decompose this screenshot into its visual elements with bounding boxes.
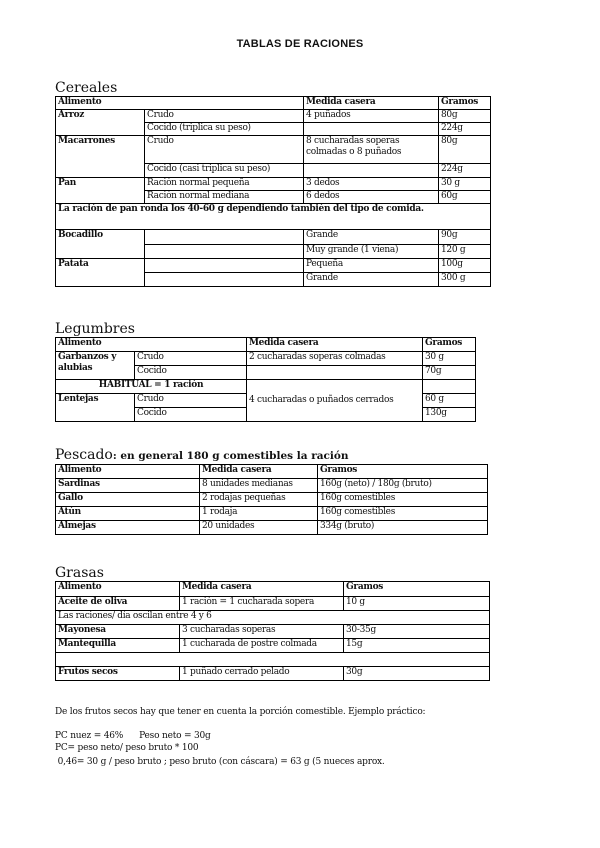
- cell: 2 rodajas pequeñas: [200, 493, 318, 507]
- cell: 4 puñados: [304, 110, 439, 123]
- cell: 70g: [423, 366, 476, 380]
- food-name: Frutos secos: [56, 667, 180, 681]
- cell: Pequeña: [304, 259, 439, 273]
- grasas-title: Grasas: [55, 565, 104, 581]
- header-gramos: Gramos: [318, 465, 488, 479]
- footer-line-2: PC nuez = 46% Peso neto = 30g: [55, 731, 211, 741]
- cell: 130g: [423, 408, 476, 422]
- header-gramos: Gramos: [423, 338, 476, 352]
- cell: 2 cucharadas soperas colmadas: [247, 352, 423, 366]
- header-medida: Medida casera: [200, 465, 318, 479]
- cell: [145, 230, 304, 245]
- cell: 6 dedos: [304, 191, 439, 204]
- cell: 1 rodaja: [200, 507, 318, 521]
- cell: 80g: [439, 136, 491, 164]
- cell: Ración normal pequeña: [145, 178, 304, 191]
- cell: 120 g: [439, 245, 491, 259]
- lentejas-medida: 4 cucharadas o puñados cerrados: [247, 380, 423, 422]
- cell: 80g: [439, 110, 491, 123]
- food-name: Sardinas: [56, 479, 200, 493]
- pan-note: La ración de pan ronda los 40-60 g dependiendo también del tipo de comida.: [56, 204, 491, 230]
- cell: 20 unidades: [200, 521, 318, 535]
- pescado-title-main: Pescado: [55, 447, 113, 463]
- cell: 15g: [344, 639, 490, 653]
- cell: 10 g: [344, 597, 490, 611]
- cell: [304, 123, 439, 136]
- food-name: Almejas: [56, 521, 200, 535]
- food-name: Arroz: [56, 110, 145, 136]
- cell: 30 g: [439, 178, 491, 191]
- header-medida: Medida casera: [247, 338, 423, 352]
- cell: 1 puñado cerrado pelado: [180, 667, 344, 681]
- header-alimento: Alimento: [56, 97, 304, 110]
- header-medida: Medida casera: [304, 97, 439, 110]
- cell: 3 dedos: [304, 178, 439, 191]
- food-name: Mantequilla: [56, 639, 180, 653]
- habitual-label: HABITUAL = 1 ración: [56, 380, 247, 394]
- header-alimento: Alimento: [56, 338, 247, 352]
- food-name: Mayonesa: [56, 625, 180, 639]
- cell: 224g: [439, 123, 491, 136]
- cell: 300 g: [439, 273, 491, 287]
- food-name: Atún: [56, 507, 200, 521]
- header-gramos: Gramos: [344, 582, 490, 597]
- cell: 160g comestibles: [318, 507, 488, 521]
- cell: Crudo: [135, 394, 247, 408]
- cell: Cocido: [135, 366, 247, 380]
- cell: 30g: [344, 667, 490, 681]
- cell: Crudo: [135, 352, 247, 366]
- footer-line-4: 0,46= 30 g / peso bruto ; peso bruto (con cáscara) = 63 g (5 nueces aprox.: [55, 757, 385, 767]
- food-name: Macarrones: [56, 136, 145, 178]
- cell: 224g: [439, 164, 491, 178]
- food-name: Pan: [56, 178, 145, 204]
- header-alimento: Alimento: [56, 465, 200, 479]
- cell: Cocido (triplica su peso): [145, 123, 304, 136]
- cell: Cocido (casi triplica su peso): [145, 164, 304, 178]
- legumbres-table: [55, 337, 476, 422]
- cell: 160g (neto) / 180g (bruto): [318, 479, 488, 493]
- cell: Ración normal mediana: [145, 191, 304, 204]
- cell: 100g: [439, 259, 491, 273]
- cell: Cocido: [135, 408, 247, 422]
- header-gramos: Gramos: [439, 97, 491, 110]
- cell: 8 cucharadas soperas colmadas o 8 puñados: [304, 136, 439, 164]
- page-title: TABLAS DE RACIONES: [236, 38, 364, 50]
- cell: 3 cucharadas soperas: [180, 625, 344, 639]
- cell: 30 g: [423, 352, 476, 366]
- food-name: Aceite de oliva: [56, 597, 180, 611]
- header-medida: Medida casera: [180, 582, 344, 597]
- cell: [145, 273, 304, 287]
- cell: 334g (bruto): [318, 521, 488, 535]
- cell: 60g: [439, 191, 491, 204]
- grasas-table: [55, 581, 490, 681]
- cell: [304, 164, 439, 178]
- food-name: Garbanzos y alubias: [56, 352, 135, 380]
- cell: 1 ración = 1 cucharada sopera: [180, 597, 344, 611]
- cell: [423, 380, 476, 394]
- pescado-table: [55, 464, 488, 535]
- legumbres-title: Legumbres: [55, 321, 135, 337]
- header-alimento: Alimento: [56, 582, 180, 597]
- cereales-title: Cereales: [55, 80, 118, 96]
- footer-line-1: De los frutos secos hay que tener en cuenta la porción comestible. Ejemplo práctico:: [55, 707, 426, 717]
- cell: Grande: [304, 273, 439, 287]
- cell: 1 cucharada de postre colmada: [180, 639, 344, 653]
- pescado-title: [55, 447, 349, 463]
- cell: [145, 245, 304, 259]
- cell: Grande: [304, 230, 439, 245]
- cell: [145, 259, 304, 273]
- cell: [247, 366, 423, 380]
- empty-row: [56, 653, 490, 667]
- cell: 90g: [439, 230, 491, 245]
- cereales-table: [55, 96, 491, 287]
- food-name: Gallo: [56, 493, 200, 507]
- cell: 160g comestibles: [318, 493, 488, 507]
- cell: Crudo: [145, 110, 304, 123]
- pescado-subtitle: : en general 180 g comestibles la ración: [112, 450, 349, 462]
- cell: 30-35g: [344, 625, 490, 639]
- cell: 8 unidades medianas: [200, 479, 318, 493]
- cell: Crudo: [145, 136, 304, 164]
- cell: Muy grande (1 viena): [304, 245, 439, 259]
- food-name: Lentejas: [56, 394, 135, 422]
- raciones-note: Las raciones/ día oscilan entre 4 y 6: [56, 611, 490, 625]
- cell: 60 g: [423, 394, 476, 408]
- food-name: Patata: [56, 259, 145, 287]
- footer-line-3: PC= peso neto/ peso bruto * 100: [55, 743, 199, 753]
- food-name: Bocadillo: [56, 230, 145, 259]
